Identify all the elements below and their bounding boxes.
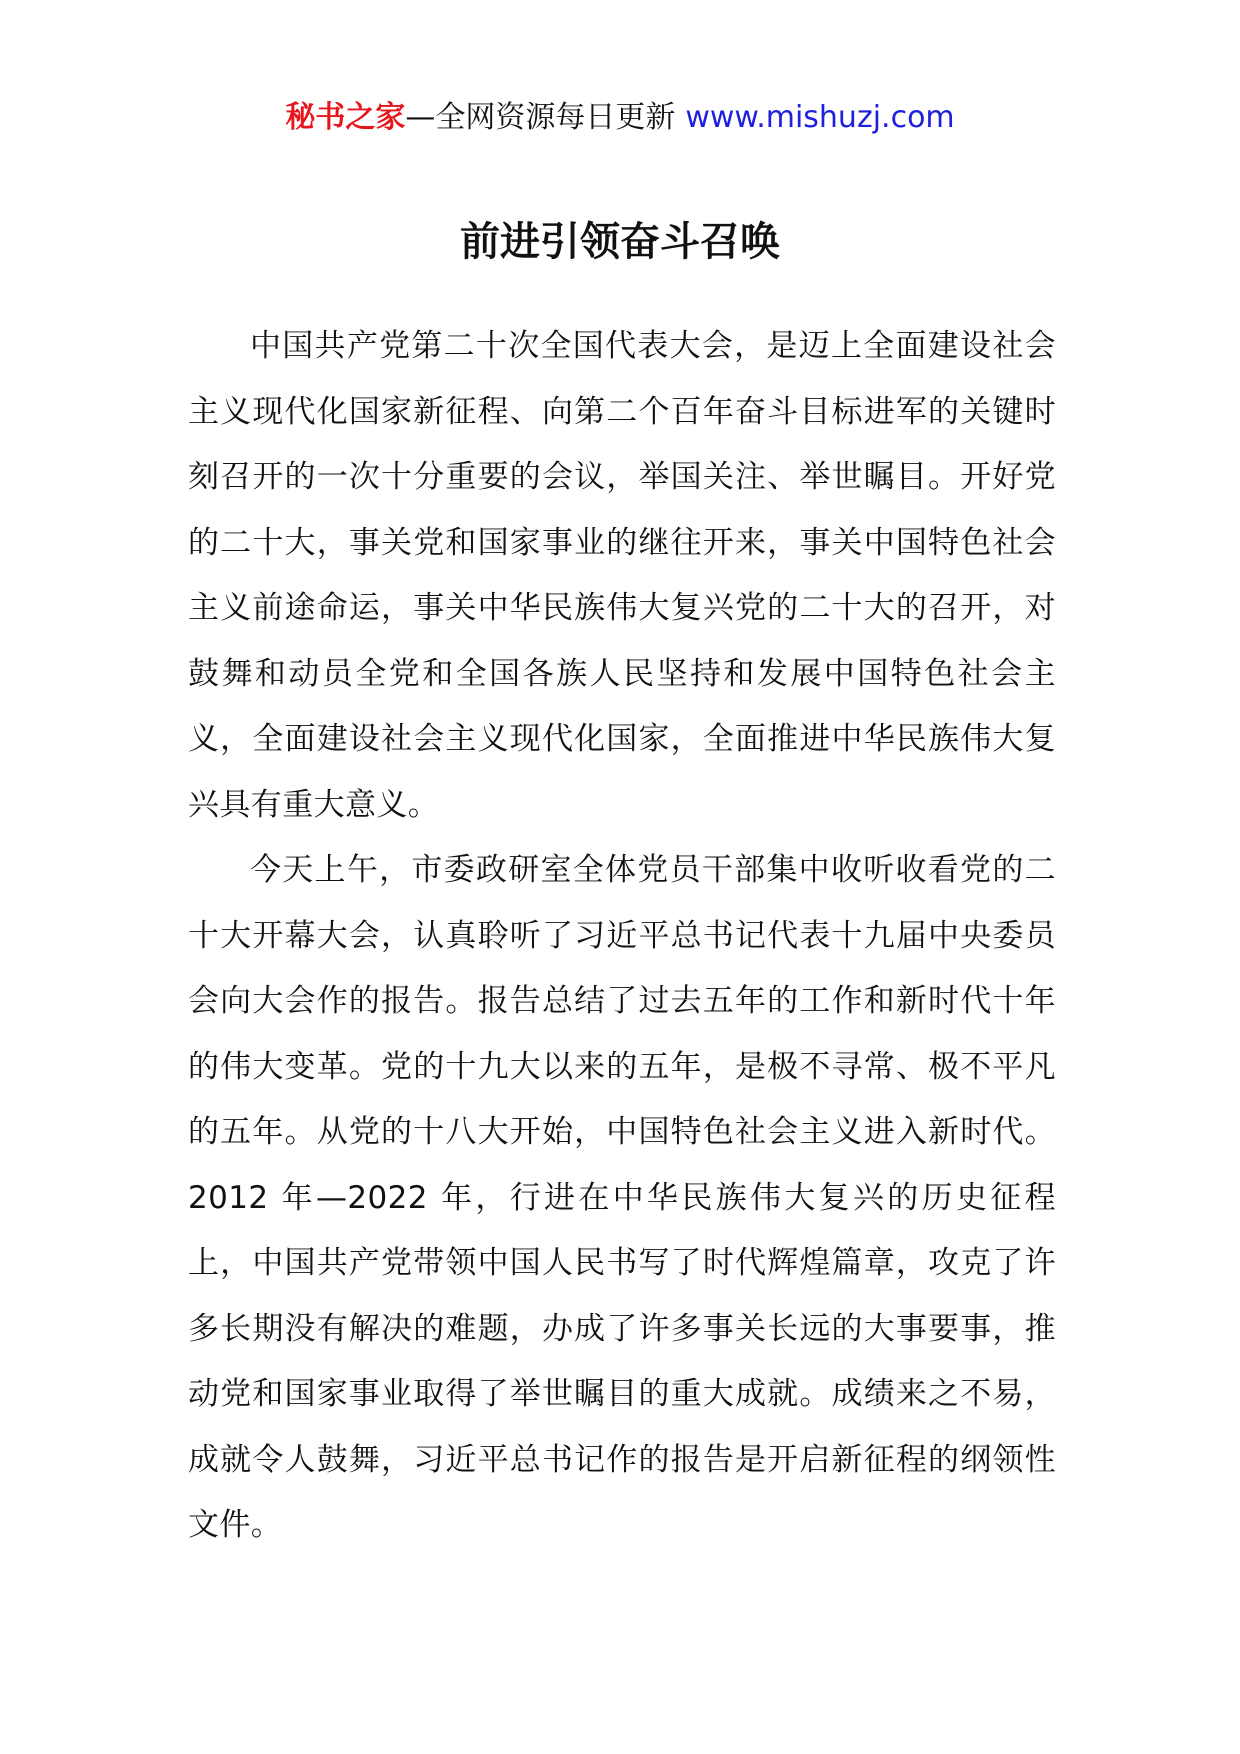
paragraph-1: 中国共产党第二十次全国代表大会，是迈上全面建设社会主义现代化国家新征程、向第二个百年奋斗目标进军的关键时刻召开的一次十分重要的会议，举国关注、举世瞩目。开好党的二十大，事关党和国家事业的继往开来，事关中国特色社会主义前途命运，事关中华民族伟大复兴党的二十大的召开，对鼓舞和动员全党和全国各族人民坚持和发展中国特色社会主义，全面建设社会主义现代化国家，全面推进中华民族伟大复兴具有重大意义。	[188, 328, 1056, 823]
site-header	[0, 96, 1240, 140]
document-title: 前进引领奋斗召唤	[460, 219, 780, 265]
site-tagline: —全网资源每日更新	[405, 100, 676, 135]
site-url-link[interactable]: www.mishuzj.com	[685, 100, 955, 135]
paragraph-2: 今天上午，市委政研室全体党员干部集中收听收看党的二十大开幕大会，认真聆听了习近平总书记代表十九届中央委员会向大会作的报告。报告总结了过去五年的工作和新时代十年的伟大变革。党的十九大以来的五年，是极不寻常、极不平凡的五年。从党的十八大开始，中国特色社会主义进入新时代。2012 年—2022 年，行进在中华民族伟大复兴的历史征程上，中国共产党带领中国人民书写了时代辉煌篇章，攻克了许多长期没有解决的难题，办成了许多事关长远的大事要事，推动党和国家事业取得了举世瞩目的重大成就。成绩来之不易，成就令人鼓舞，习近平总书记作的报告是开启新征程的纲领性文件。	[188, 852, 1056, 1543]
document-body	[188, 314, 1056, 1559]
site-brand: 秘书之家	[285, 100, 406, 135]
